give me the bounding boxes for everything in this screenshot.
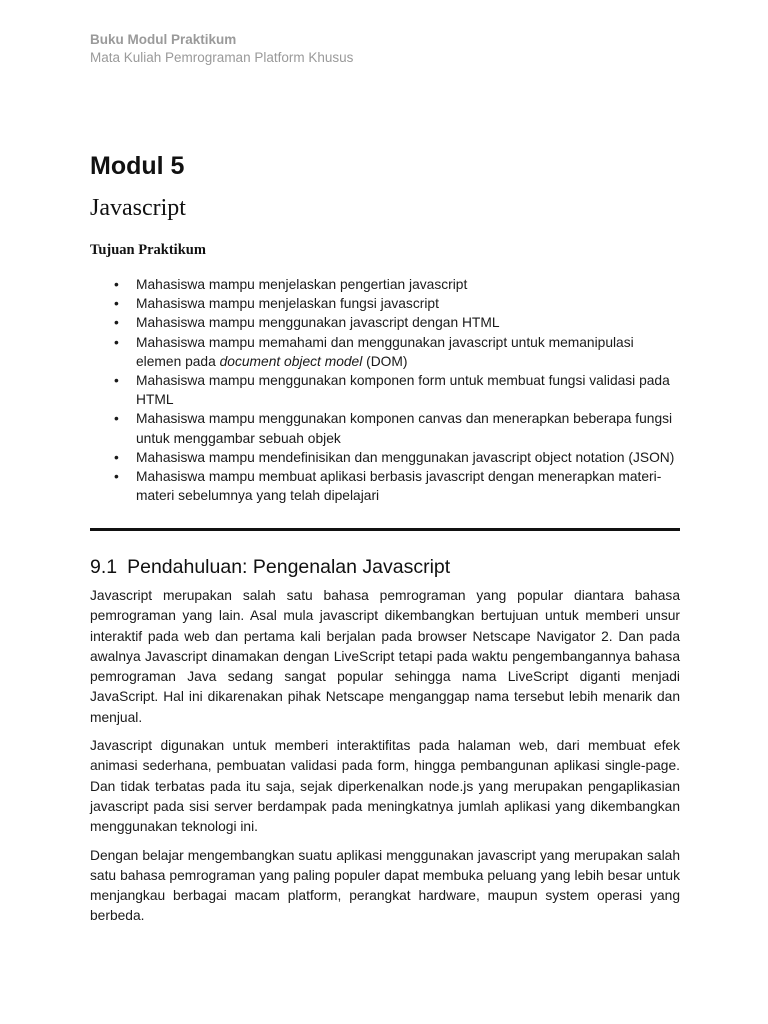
bullet-icon: • (114, 296, 119, 312)
section-body (90, 586, 680, 935)
body-paragraph: Javascript merupakan salah satu bahasa pemrograman yang popular diantara bahasa pemrograman yang lain. Asal mula javascript dikembangkan bertujuan untuk memberi unsur interaktif pada web dan pertama kali berjalan pada browser Netscape Navigator 2. Dan pada awalnya Javascript dinamakan dengan LiveScript tetapi pada waktu pengembangannya bahasa pemrograman Java sedang sangat popular sehingga nama LiveScript diganti menjadi JavaScript. Hal ini dikarenakan pihak Netscape menganggap nama tersebut lebih menarik dan menjual. (90, 588, 680, 725)
body-paragraph: Javascript digunakan untuk memberi interaktifitas pada halaman web, dari membuat efek animasi sederhana, pembuatan validasi pada form, hingga pembangunan aplikasi single-page. Dan tidak terbatas pada itu saja, sejak diperkenalkan node.js yang merupakan pengaplikasian javascript pada sisi server berdampak pada meningkatnya jumlah aplikasi yang dikembangkan menggunakan teknologi ini. (90, 738, 680, 835)
objective-item (90, 294, 680, 313)
objective-item (90, 275, 680, 294)
objective-text: Mahasiswa mampu menjelaskan pengertian javascript (136, 277, 468, 292)
objective-item (90, 448, 680, 467)
objective-text: Mahasiswa mampu menjelaskan fungsi javascript (136, 296, 439, 312)
bullet-icon: • (114, 373, 119, 389)
objectives-heading: Tujuan Praktikum (90, 242, 206, 258)
objective-text-after: (DOM) (362, 353, 408, 369)
module-title: Javascript (90, 195, 186, 221)
bullet-icon: • (114, 411, 119, 427)
header-title: Buku Modul Praktikum (90, 32, 237, 47)
objective-item (90, 333, 680, 371)
objective-item (90, 313, 680, 332)
module-number: Modul 5 (90, 152, 185, 180)
objectives-list (90, 275, 680, 505)
objective-item (90, 409, 680, 447)
bullet-icon: • (114, 469, 119, 485)
objective-text-italic: document object model (219, 353, 363, 369)
bullet-icon: • (114, 334, 119, 350)
objective-text: Mahasiswa mampu menggunakan komponen form untuk membuat fungsi validasi pada HTML (136, 373, 670, 408)
objective-item (90, 467, 680, 505)
section-divider (90, 528, 680, 531)
section-heading (90, 556, 450, 579)
bullet-icon: • (114, 315, 119, 331)
objective-text-before: Mahasiswa mampu memahami dan menggunakan javascript untuk memanipulasi elemen pada (136, 334, 634, 369)
objective-item (90, 371, 680, 409)
body-paragraph: Dengan belajar mengembangkan suatu aplikasi menggunakan javascript yang merupakan salah satu bahasa pemrograman yang paling populer dapat membuka peluang yang lebih besar untuk menjangkau berbagai macam platform, perangkat hardware, maupun system operasi yang berbeda. (90, 847, 680, 924)
section-title: Pendahuluan: Pengenalan Javascript (127, 556, 451, 578)
header-subtitle: Mata Kuliah Pemrograman Platform Khusus (90, 50, 354, 65)
bullet-icon: • (114, 449, 119, 465)
bullet-icon: • (114, 277, 119, 292)
page-header (90, 31, 680, 66)
section-number: 9.1 (90, 556, 118, 578)
objective-text: Mahasiswa mampu membuat aplikasi berbasis javascript dengan menerapkan materi-materi sebelumnya yang telah dipelajari (136, 469, 662, 504)
objective-text: Mahasiswa mampu menggunakan javascript dengan HTML (136, 315, 500, 331)
objective-text: Mahasiswa mampu mendefinisikan dan menggunakan javascript object notation (JSON) (136, 449, 675, 465)
objective-text: Mahasiswa mampu menggunakan komponen canvas dan menerapkan beberapa fungsi untuk menggambar sebuah objek (136, 411, 673, 446)
